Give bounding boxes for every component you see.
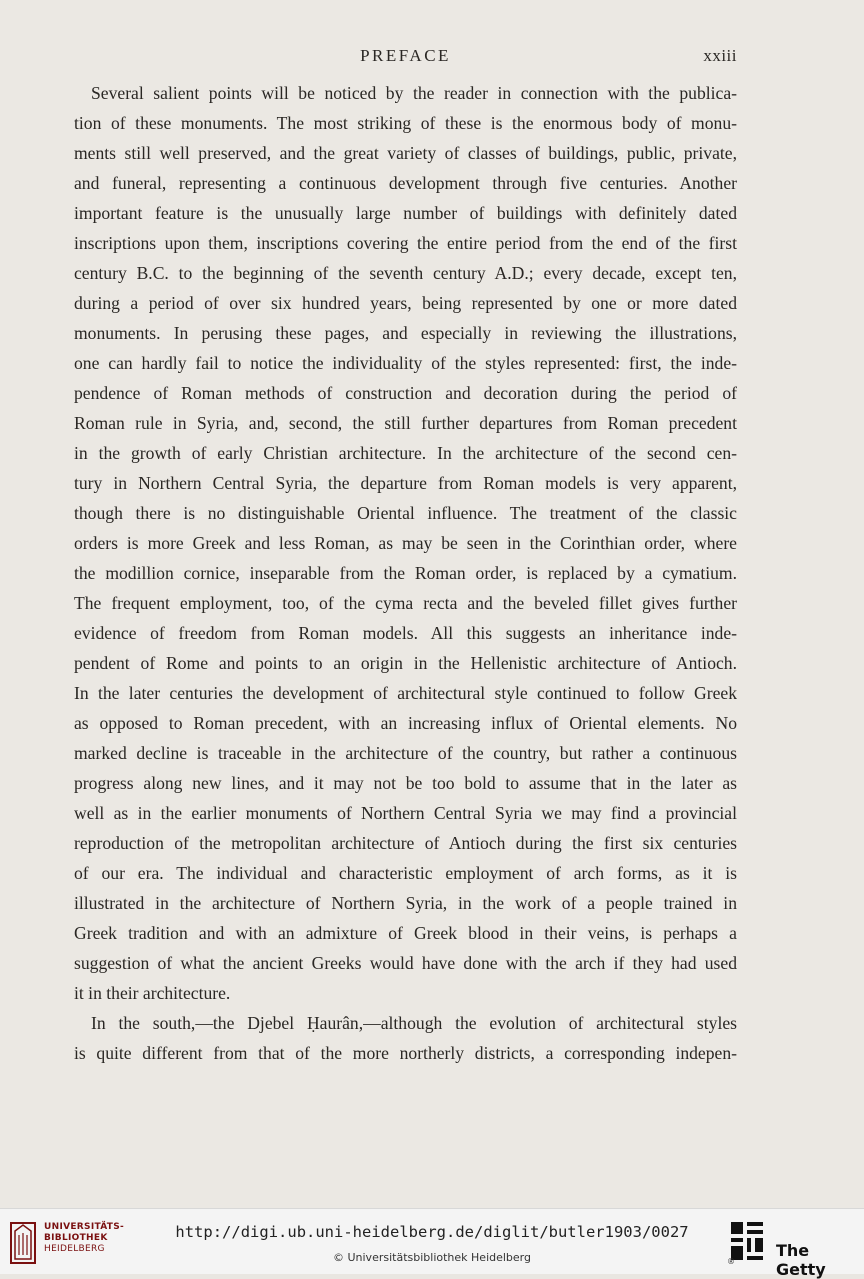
- text-line: In the south,—the Djebel Ḥaurân,—although the evolution of architectural styles: [91, 1013, 737, 1033]
- text-line: monuments. In perusing these pages, and especially in reviewing the illustrations,: [74, 323, 737, 343]
- text-line: Several salient points will be noticed by the reader in connection with the publica-: [91, 83, 737, 103]
- library-name-line-2: BIBLIOTHEK: [44, 1233, 108, 1243]
- text-line: important feature is the unusually large number of buildings with definitely dated: [74, 203, 737, 223]
- text-line: century B.C. to the beginning of the seventh century A.D.; every decade, except ten,: [74, 263, 737, 283]
- text-line: marked decline is traceable in the architecture of the country, but rather a continuous: [74, 743, 737, 763]
- page-header: [74, 46, 737, 72]
- text-line: The frequent employment, too, of the cyma recta and the beveled fillet gives further: [74, 593, 737, 613]
- text-line: of our era. The individual and characteristic employment of arch forms, as it is: [74, 863, 737, 883]
- text-line: reproduction of the metropolitan architecture of Antioch during the first six centuries: [74, 833, 737, 853]
- text-line: evidence of freedom from Roman models. All this suggests an inheritance inde-: [74, 623, 737, 643]
- text-line: progress along new lines, and it may not be too bold to assume that in the later as: [74, 773, 737, 793]
- text-line: illustrated in the architecture of Northern Syria, in the work of a people trained in: [74, 893, 737, 913]
- text-line: Roman rule in Syria, and, second, the still further departures from Roman precedent: [74, 413, 737, 433]
- running-head: PREFACE: [360, 46, 451, 65]
- text-line: ments still well preserved, and the great variety of classes of buildings, public, private,: [74, 143, 737, 163]
- copyright-notice: © Universitätsbibliothek Heidelberg: [332, 1251, 531, 1264]
- text-line: is quite different from that of the more northerly districts, a corresponding indepen-: [74, 1043, 737, 1063]
- text-line: in the growth of early Christian architecture. In the architecture of the second cen-: [74, 443, 737, 463]
- text-line: tion of these monuments. The most striking of these is the enormous body of monu-: [74, 113, 737, 133]
- text-line: well as in the earlier monuments of Northern Central Syria we may find a provincial: [74, 803, 737, 823]
- page-number: xxiii: [703, 46, 737, 65]
- permalink-url[interactable]: http://digi.ub.uni-heidelberg.de/diglit/butler1903/0027: [175, 1223, 689, 1241]
- text-line: pendent of Rome and points to an origin in the Hellenistic architecture of Antioch.: [74, 653, 737, 673]
- text-line: pendence of Roman methods of construction and decoration during the period of: [74, 383, 737, 403]
- text-line: orders is more Greek and less Roman, as may be seen in the Corinthian order, where: [74, 533, 737, 553]
- text-line: as opposed to Roman precedent, with an increasing influx of Oriental elements. No: [74, 713, 737, 733]
- text-line: inscriptions upon them, inscriptions covering the entire period from the end of the first: [74, 233, 737, 253]
- text-line: one can hardly fail to notice the individuality of the styles represented: first, the inde-: [74, 353, 737, 373]
- registered-mark: ®: [727, 1257, 735, 1266]
- library-name-line-1: UNIVERSITÄTS-: [44, 1222, 125, 1232]
- getty-label: The Getty: [776, 1241, 826, 1279]
- text-line: and funeral, representing a continuous development through five centuries. Another: [74, 173, 737, 193]
- text-line: it in their architecture.: [74, 983, 231, 1003]
- text-line: though there is no distinguishable Oriental influence. The treatment of the classic: [74, 503, 737, 523]
- text-line: In the later centuries the development of architectural style continued to follow Greek: [74, 683, 737, 703]
- body-text: [74, 78, 737, 1068]
- text-line: Greek tradition and with an admixture of Greek blood in their veins, is perhaps a: [74, 923, 737, 943]
- library-city: HEIDELBERG: [44, 1244, 105, 1254]
- text-line: during a period of over six hundred years, being represented by one or more dated: [74, 293, 737, 313]
- text-line: the modillion cornice, inseparable from the Roman order, is replaced by a cymatium.: [74, 563, 737, 583]
- viewer-footer: [0, 1208, 864, 1279]
- text-line: tury in Northern Central Syria, the departure from Roman models is very apparent,: [74, 473, 737, 493]
- text-line: suggestion of what the ancient Greeks would have done with the arch if they had used: [74, 953, 737, 973]
